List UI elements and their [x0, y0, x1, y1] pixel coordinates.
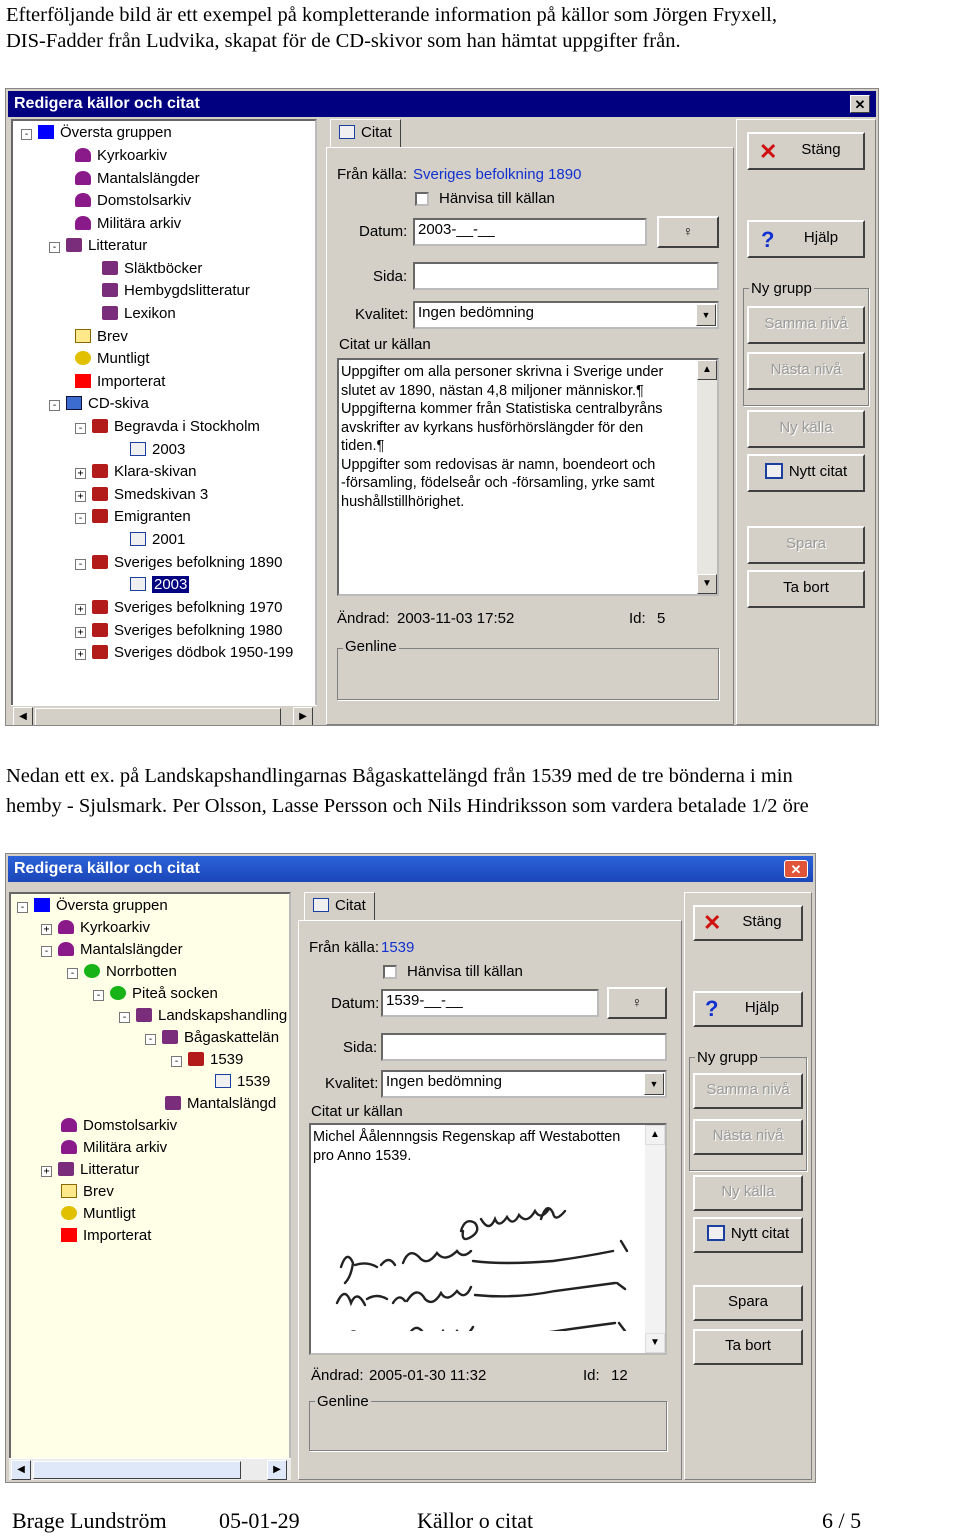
tree-item[interactable]: + Sveriges befolkning 1970: [75, 598, 282, 618]
book-icon: [188, 1052, 204, 1066]
dialog-window-1: [5, 88, 879, 726]
new-source-button[interactable]: Ny källa: [693, 1175, 803, 1211]
quote-icon: [130, 442, 146, 456]
tree-item[interactable]: + Kyrkoarkiv: [41, 918, 150, 938]
tree-item[interactable]: - 1539: [171, 1050, 243, 1070]
tree-item[interactable]: - Mantalslängder: [41, 940, 183, 960]
quote-line: tiden.¶: [341, 438, 385, 454]
page-input[interactable]: [413, 262, 719, 290]
dialog-window-2: [5, 853, 816, 1483]
source-tree[interactable]: [11, 119, 317, 707]
archive-icon: [61, 1140, 77, 1154]
scroll-up-icon[interactable]: ▲: [697, 360, 717, 380]
date-label: Datum:: [331, 995, 380, 1012]
quote-icon: [215, 1074, 231, 1088]
button-panel: [684, 892, 812, 1480]
quote-textarea[interactable]: [309, 1123, 667, 1355]
archive-icon: [75, 193, 91, 207]
quote-label: Citat ur källan: [311, 1103, 403, 1120]
region-icon: [84, 964, 100, 978]
book-icon: [92, 600, 108, 614]
window-title: Redigera källor och citat: [14, 860, 200, 877]
quote-icon: [707, 1225, 725, 1241]
page-label: Sida:: [373, 268, 408, 285]
book-icon: [92, 419, 108, 433]
tree-item[interactable]: Brev: [75, 327, 128, 347]
page-label: Sida:: [343, 1039, 378, 1056]
book-icon: [58, 1162, 74, 1176]
quote-line: avskrifter av kyrkans husförhörslängder för den: [341, 419, 644, 436]
tree-item[interactable]: Domstolsarkiv: [75, 191, 191, 211]
book-icon: [102, 283, 118, 297]
tree-item[interactable]: Lexikon: [102, 304, 176, 324]
face-icon: [61, 1206, 77, 1220]
envelope-icon: [75, 329, 91, 343]
quote-text: [313, 1128, 663, 1165]
scroll-left-icon[interactable]: ◀: [13, 707, 33, 726]
delete-button[interactable]: Ta bort: [747, 570, 865, 608]
book-icon: [136, 1008, 152, 1022]
quote-icon: [130, 532, 146, 546]
id-label: Id:: [583, 1367, 600, 1384]
changed-label: Ändrad:: [337, 610, 390, 627]
archive-icon: [58, 942, 74, 956]
date-input[interactable]: 2003-__-__: [413, 218, 647, 246]
title-bar: [8, 91, 876, 117]
tree-item[interactable]: Mantalslängd: [165, 1094, 276, 1114]
tree-item[interactable]: - Översta gruppen: [21, 123, 172, 143]
quality-select[interactable]: Ingen bedömning ▼: [413, 301, 719, 329]
next-level-button[interactable]: Nästa nivå: [693, 1119, 803, 1155]
quote-line: hushållstillhörighet.: [341, 493, 465, 510]
quote-icon: [313, 898, 329, 912]
close-x-icon: ✕: [759, 139, 778, 164]
scroll-thumb[interactable]: [35, 708, 281, 726]
new-quote-button[interactable]: Nytt citat: [747, 454, 865, 492]
tree-item[interactable]: + Sveriges dödbok 1950-199: [75, 643, 293, 663]
folder-icon: [38, 125, 54, 139]
tree-item[interactable]: Importerat: [75, 372, 165, 392]
close-button[interactable]: ✕ Stäng: [693, 905, 803, 941]
quality-label: Kvalitet:: [325, 1075, 379, 1092]
quote-vscrollbar[interactable]: [645, 1125, 665, 1353]
refer-label: Hänvisa till källan: [439, 190, 555, 207]
archive-icon: [75, 148, 91, 162]
footer-title: Källor o citat: [417, 1508, 534, 1533]
archive-icon: [75, 216, 91, 230]
quote-line: slutet av 1890, nästan 4,8 miljoner människor.¶: [341, 382, 644, 399]
intro-line-1: Efterföljande bild är ett exempel på kompletterande information på källor som Jörgen Fryxell,: [6, 4, 777, 26]
tree-item[interactable]: - Bågaskattelän: [145, 1028, 279, 1048]
same-level-button[interactable]: Samma nivå: [693, 1073, 803, 1109]
tree-item[interactable]: Hembygdslitteratur: [102, 281, 250, 301]
tree-item[interactable]: Mantalslängder: [75, 169, 200, 189]
citat-panel: [298, 920, 682, 1480]
book-icon: [92, 487, 108, 501]
source-link[interactable]: Sveriges befolkning 1890: [413, 166, 582, 183]
footer-page: 6 / 5: [822, 1508, 862, 1533]
tree-hscrollbar[interactable]: [9, 1458, 291, 1480]
id-value: 12: [611, 1367, 628, 1384]
date-picker-button[interactable]: [657, 216, 719, 248]
scroll-down-icon[interactable]: ▼: [697, 574, 717, 594]
book-icon: [165, 1096, 181, 1110]
tree-item-selected[interactable]: 2003: [130, 575, 189, 595]
quote-icon: [339, 125, 355, 139]
source-label: Från källa:: [337, 166, 408, 183]
quote-line: Michel Åålennngsis Regenskap aff Westabotten: [313, 1129, 621, 1145]
scroll-up-icon[interactable]: ▲: [645, 1125, 665, 1145]
new-source-button[interactable]: Ny källa: [747, 410, 865, 448]
cd-icon: [66, 396, 82, 410]
tree-item[interactable]: Brev: [61, 1182, 114, 1202]
tree-item[interactable]: 2001: [130, 530, 185, 550]
quote-line: -församling, födelseår och -församling, yrke samt: [341, 475, 655, 491]
tree-item[interactable]: Militära arkiv: [61, 1138, 167, 1158]
between-line-1: Nedan ett ex. på Landskapshandlingarnas Bågaskattelängd från 1539 med de tre bönderna i min: [6, 765, 793, 787]
tab-citat[interactable]: Citat: [330, 119, 401, 147]
key-icon: ♀: [631, 994, 643, 1010]
tree-item[interactable]: Domstolsarkiv: [61, 1116, 177, 1136]
tree-item[interactable]: Militära arkiv: [75, 214, 181, 234]
tree-hscrollbar[interactable]: [11, 705, 317, 726]
quote-vscrollbar[interactable]: [697, 360, 717, 594]
book-icon: [162, 1030, 178, 1044]
window-title: Redigera källor och citat: [14, 95, 200, 112]
close-icon[interactable]: ✕: [784, 860, 808, 878]
book-icon: [92, 464, 108, 478]
refer-checkbox[interactable]: [383, 965, 397, 979]
page-input[interactable]: [381, 1033, 667, 1061]
scroll-down-icon[interactable]: ▼: [645, 1333, 665, 1353]
quote-line: pro Anno 1539.: [313, 1147, 412, 1164]
genline-group: [337, 648, 719, 700]
tree-item[interactable]: - Emigranten: [75, 507, 191, 527]
tree-item[interactable]: 2003: [130, 440, 185, 460]
scroll-right-icon[interactable]: ▶: [267, 1460, 287, 1480]
import-icon: [75, 374, 91, 388]
close-icon[interactable]: ✕: [850, 95, 870, 113]
scroll-thumb[interactable]: [33, 1461, 241, 1479]
quality-select[interactable]: Ingen bedömning ▼: [381, 1070, 667, 1098]
tree-item[interactable]: - Piteå socken: [93, 984, 218, 1004]
scroll-right-icon[interactable]: ▶: [293, 707, 313, 726]
tree-item[interactable]: Kyrkoarkiv: [75, 146, 167, 166]
handwriting-image: [321, 1191, 641, 1331]
book-icon: [102, 261, 118, 275]
tree-item[interactable]: - Sveriges befolkning 1890: [75, 553, 282, 573]
save-button[interactable]: Spara: [747, 526, 865, 564]
scroll-left-icon[interactable]: ◀: [11, 1460, 31, 1480]
tree-item-selected[interactable]: 1539: [215, 1072, 270, 1092]
genline-label: Genline: [317, 1393, 369, 1410]
quote-icon: [130, 577, 146, 591]
genline-label: Genline: [345, 638, 397, 655]
footer-date: 05-01-29: [219, 1508, 300, 1533]
title-bar: [8, 856, 813, 882]
face-icon: [75, 351, 91, 365]
help-icon: ?: [705, 996, 719, 1021]
tab-citat[interactable]: Citat: [304, 892, 375, 920]
archive-icon: [58, 920, 74, 934]
book-icon: [92, 555, 108, 569]
archive-icon: [75, 171, 91, 185]
book-icon: [66, 238, 82, 252]
date-label: Datum:: [359, 223, 408, 240]
refer-label: Hänvisa till källan: [407, 963, 523, 980]
tree-item[interactable]: + Klara-skivan: [75, 462, 197, 482]
tree-item[interactable]: - Landskapshandling: [119, 1006, 287, 1026]
new-group-label: Ny grupp: [697, 1049, 758, 1066]
source-link[interactable]: 1539: [381, 939, 415, 956]
new-group-label: Ny grupp: [751, 280, 812, 297]
tree-item[interactable]: + Litteratur: [41, 1160, 139, 1180]
between-line-2: hemby - Sjulsmark. Per Olsson, Lasse Persson och Nils Hindriksson som vardera betalade 1/2 öre: [6, 795, 809, 817]
footer-author: Brage Lundström: [12, 1508, 167, 1533]
archive-icon: [61, 1118, 77, 1132]
tree-item[interactable]: Muntligt: [61, 1204, 136, 1224]
source-label: Från källa:: [309, 939, 380, 956]
quote-textarea[interactable]: [337, 358, 719, 596]
book-icon: [92, 623, 108, 637]
quote-line: Uppgifter som redovisas är namn, boendeort och: [341, 456, 656, 473]
next-level-button[interactable]: Nästa nivå: [747, 352, 865, 390]
quote-icon: [765, 463, 783, 479]
tree-item[interactable]: - CD-skiva: [49, 394, 149, 414]
quote-text: [341, 363, 715, 511]
book-icon: [92, 645, 108, 659]
intro-line-2: DIS-Fadder från Ludvika, skapat för de CD-skivor som han hämtat uppgifter från.: [6, 30, 681, 52]
book-icon: [102, 306, 118, 320]
help-button[interactable]: ? Hjälp: [747, 220, 865, 258]
button-panel: [736, 119, 876, 725]
book-icon: [92, 509, 108, 523]
import-icon: [61, 1228, 77, 1242]
save-button[interactable]: Spara: [693, 1285, 803, 1321]
date-picker-button[interactable]: [607, 987, 667, 1019]
region-icon: [110, 986, 126, 1000]
tree-item[interactable]: Muntligt: [75, 349, 150, 369]
date-input[interactable]: 1539-__-__: [381, 989, 599, 1017]
citat-panel: [326, 147, 734, 725]
changed-label: Ändrad:: [311, 1367, 364, 1384]
changed-value: 2005-01-30 11:32: [369, 1367, 487, 1384]
source-tree[interactable]: [9, 892, 291, 1460]
tree-item[interactable]: + Smedskivan 3: [75, 485, 208, 505]
key-icon: ♀: [682, 223, 694, 239]
envelope-icon: [61, 1184, 77, 1198]
id-value: 5: [657, 610, 666, 627]
same-level-button[interactable]: Samma nivå: [747, 306, 865, 344]
delete-button[interactable]: Ta bort: [693, 1329, 803, 1365]
tree-item[interactable]: - Begravda i Stockholm: [75, 417, 260, 437]
tree-item[interactable]: Släktböcker: [102, 259, 202, 279]
tree-item[interactable]: Importerat: [61, 1226, 151, 1246]
close-x-icon: ✕: [703, 910, 722, 935]
quote-line: Uppgifterna kommer från Statistiska centralbyråns: [341, 401, 663, 417]
refer-checkbox[interactable]: [415, 192, 429, 206]
tree-item[interactable]: - Översta gruppen: [17, 896, 168, 916]
tree-item[interactable]: - Norrbotten: [67, 962, 177, 982]
new-quote-button[interactable]: Nytt citat: [693, 1217, 803, 1253]
help-button[interactable]: ? Hjälp: [693, 991, 803, 1027]
quality-label: Kvalitet:: [355, 306, 409, 323]
changed-value: 2003-11-03 17:52: [397, 610, 515, 627]
tree-item[interactable]: - Litteratur: [49, 236, 147, 256]
quote-label: Citat ur källan: [339, 336, 431, 353]
chevron-down-icon[interactable]: ▼: [696, 304, 716, 326]
chevron-down-icon[interactable]: ▼: [644, 1073, 664, 1095]
quote-line: Uppgifter om alla personer skrivna i Sverige under: [341, 364, 664, 380]
help-icon: ?: [761, 227, 775, 252]
tree-item[interactable]: + Sveriges befolkning 1980: [75, 621, 282, 641]
folder-icon: [34, 898, 50, 912]
id-label: Id:: [629, 610, 646, 627]
close-button[interactable]: ✕ Stäng: [747, 132, 865, 170]
